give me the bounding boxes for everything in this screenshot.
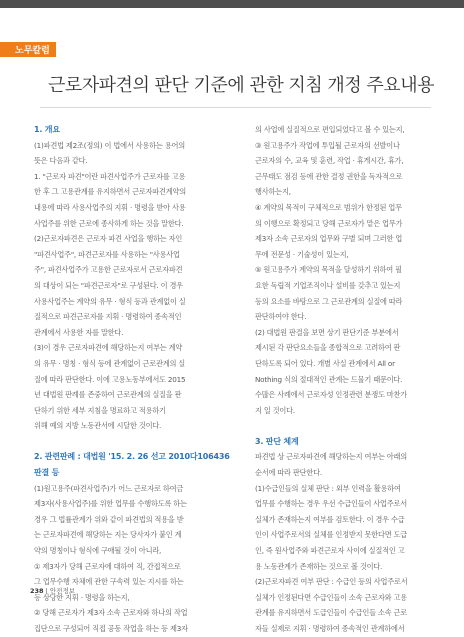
body-text-line: 파견법 상 근로자파견에 해당하는지 여부는 아래의 <box>255 452 408 462</box>
title-divider <box>40 107 431 108</box>
body-text-line: 실체가 존재하는지 여부를 검토한다. 이 경우 수급 <box>255 514 405 524</box>
body-text-line: ⑤ 원고용주가 계약의 목적을 달성하기 위하여 필 <box>255 265 402 275</box>
body-text-line: 실체가 인정된다면 수급인들이 소속 근로자와 고용 <box>255 592 408 602</box>
body-text-line: 자들 실제로 지휘 · 명령하여 종속적인 관계하에서 <box>255 624 405 633</box>
body-text-line: 경우 그 법률관계가 위와 같이 파견법의 적용을 받 <box>34 514 184 524</box>
body-text-line: 집단으로 구성되어 직접 공동 작업을 하는 등 제3자 <box>34 624 188 633</box>
section-heading: 판결 등 <box>34 468 60 478</box>
body-text-line: 제3자 소속 근로자의 업무와 구별 되며 그러한 업 <box>255 234 403 244</box>
body-text-line: 년 대법원 판례를 존중하여 근로관계의 실질을 판 <box>34 390 182 400</box>
body-text-line: 사업주를 위한 근로에 종사하게 하는 것을 말한다. <box>34 218 184 228</box>
body-text-line: 등의 요소를 바탕으로 그 근로관계의 실질에 따라 <box>255 296 403 306</box>
body-text-line: (2) 대법원 판결을 보면 상기 판단기준 부분에서 <box>255 327 399 337</box>
body-text-line: 한 후 그 고용관계를 유지하면서 근로자파견계약의 <box>34 187 187 197</box>
body-text-line: 그 업무수행 자체에 관한 구속력 있는 지시를 하는 <box>34 577 184 587</box>
paragraph-gap <box>255 418 441 434</box>
body-text-line: 근로자의 수, 교육 및 훈련, 작업 · 휴게시간, 휴가, <box>255 156 404 166</box>
body-text-line: 판단하여야 한다. <box>255 312 307 322</box>
body-text-line: 용 노동관계가 존재하는 것으로 볼 것이다. <box>255 561 383 571</box>
body-text-line: (2)근로자파견은 근로자 파견 사업을 행하는 자인 <box>34 234 183 244</box>
body-text-line: 위해 예의 지방 노동관서에 시달한 것이다. <box>34 421 162 431</box>
body-text-line: 제3자(사용사업주)를 위한 업무를 수행하도록 하는 <box>34 499 187 509</box>
body-text-line: 질에 따라 판단한다. 이에 고용노동부에서도 2015 <box>34 374 186 384</box>
paragraph-gap <box>34 434 220 450</box>
body-text-line: (1)수급인들의 실체 판단 : 외부 인력을 활용하여 <box>255 483 401 493</box>
section-tag-label: 노무칼럼 <box>15 46 50 56</box>
left-column <box>34 122 230 637</box>
body-text-line: 관계를 유지하면서 도급인들이 수급인들 소속 근로 <box>255 608 408 618</box>
body-text-line: 내용에 따라 사용사업주의 지휘 · 명령을 받아 사용 <box>34 202 186 212</box>
body-text-line: Nothing 식의 절대적인 관계는 드물기 때문이다. <box>255 374 403 384</box>
page-footer: 238 | 안전정보 <box>30 587 76 595</box>
body-text-line: 의 유무 · 명칭 · 형식 등에 관계없이 근로관계의 실 <box>34 358 186 368</box>
body-text-line: ① 제3자가 당해 근로자에 대하여 직, 간접적으로 <box>34 561 181 571</box>
body-text-line: 질적으로 파견근로자를 지휘 · 명령하여 종속적인 <box>34 312 182 322</box>
body-text-line: (2)근로자파견 여부 판단 : 수급인 등의 사업주로서 <box>255 577 408 587</box>
body-text-line: 1. "근로자 파견"이란 파견사업주가 근로자를 고용 <box>34 171 186 181</box>
body-text-line: 뜻은 다음과 같다. <box>34 156 88 166</box>
body-text-line: "파견사업주", 파견근로자를 사용하는 "사용사업 <box>34 249 180 259</box>
body-text-line: 요한 독립적 기업조직이나 설비를 갖추고 있는지 <box>255 280 401 290</box>
body-text-line: 약의 명칭이나 형식에 구애될 것이 아니라, <box>34 546 162 556</box>
section-heading: 2. 관련판례 : 대법원 '15. 2. 26 선고 2010다106436 <box>34 452 230 462</box>
article-title: 근로자파견의 판단 기준에 관한 지침 개정 주요내용 <box>48 75 434 96</box>
body-text-line: 수많은 사례에서 근로자성 인정관련 분쟁도 마찬가 <box>255 390 408 400</box>
top-bar <box>0 0 464 8</box>
body-text-line: 근무태도 점검 등에 관한 결정 권한을 독자적으로 <box>255 171 403 181</box>
body-text-line: 제시된 각 판단요소들을 종합적으로 고려하여 판 <box>255 343 401 353</box>
body-text-line: 의 사업에 실질적으로 편입되었다고 볼 수 있는지, <box>255 125 405 134</box>
body-text-line: 의 이행으로 확정되고 당해 근로자가 맡은 업무가 <box>255 218 403 228</box>
body-text-line: 순서에 따라 판단한다. <box>255 468 322 478</box>
page-number: 238 <box>30 587 44 595</box>
section-tag <box>0 42 56 57</box>
body-text-line: 무에 전문성 · 기술성이 있는지, <box>255 249 349 259</box>
body-text-line: 주", 파견사업주가 고용한 근로자로서 근로자파견 <box>34 265 183 275</box>
body-text-line: (3)이 경우 근로자파견에 해당하는지 여부는 계약 <box>34 343 183 353</box>
body-text-line: 지 일 것이다. <box>255 405 295 415</box>
section-heading: 3. 판단 체계 <box>255 436 299 446</box>
body-text-line: 행사하는지, <box>255 187 291 197</box>
body-text-line: 의 대상이 되는 "파견근로자"로 구성된다. 이 경우 <box>34 280 183 290</box>
body-text-line: ④ 계약의 목적이 구체적으로 범위가 한정된 업무 <box>255 202 402 212</box>
body-text-line: ② 당해 근로자가 제3자 소속 근로자와 하나의 작업 <box>34 608 188 618</box>
body-text-line: 는 근로자파견에 해당하는 지는 당사자가 붙인 계 <box>34 530 182 540</box>
body-text-line: ③ 원고용주가 작업에 투입될 근로자의 선발이나 <box>255 140 400 150</box>
body-text-line: 단하도록 되어 있다. 개별 사실 관계에서 All or <box>255 358 395 368</box>
body-text-line: 인, 즉 원사업주와 파견근로자 사이에 실질적인 고 <box>255 546 405 556</box>
body-text-line: 단하기 위한 세부 지침을 명료하고 적용하기 <box>34 405 166 415</box>
section-heading: 1. 개요 <box>34 125 60 134</box>
body-text-line: 업무를 수행하는 경우 우선 수급인들이 사업주로서 <box>255 499 408 509</box>
body-text-line: 인이 사업주로서의 실체를 인정받지 못한다면 도급 <box>255 530 408 540</box>
right-column <box>255 122 441 637</box>
body-text-line: (1)원고용주(파견사업주)가 어느 근로자로 하여금 <box>34 483 184 493</box>
body-text-line: (1)파견법 제2조(정의) 이 법에서 사용하는 용어의 <box>34 140 185 150</box>
publication-name: 안전정보 <box>49 587 76 595</box>
body-text-line: 관계에서 사용한 자를 말한다. <box>34 327 124 337</box>
body-text-line: 등 상당한 지휘 · 명령을 하는지, <box>34 592 130 602</box>
body-text-line: 사용사업주는 계약의 유무 · 형식 등과 관계없이 실 <box>34 296 186 306</box>
